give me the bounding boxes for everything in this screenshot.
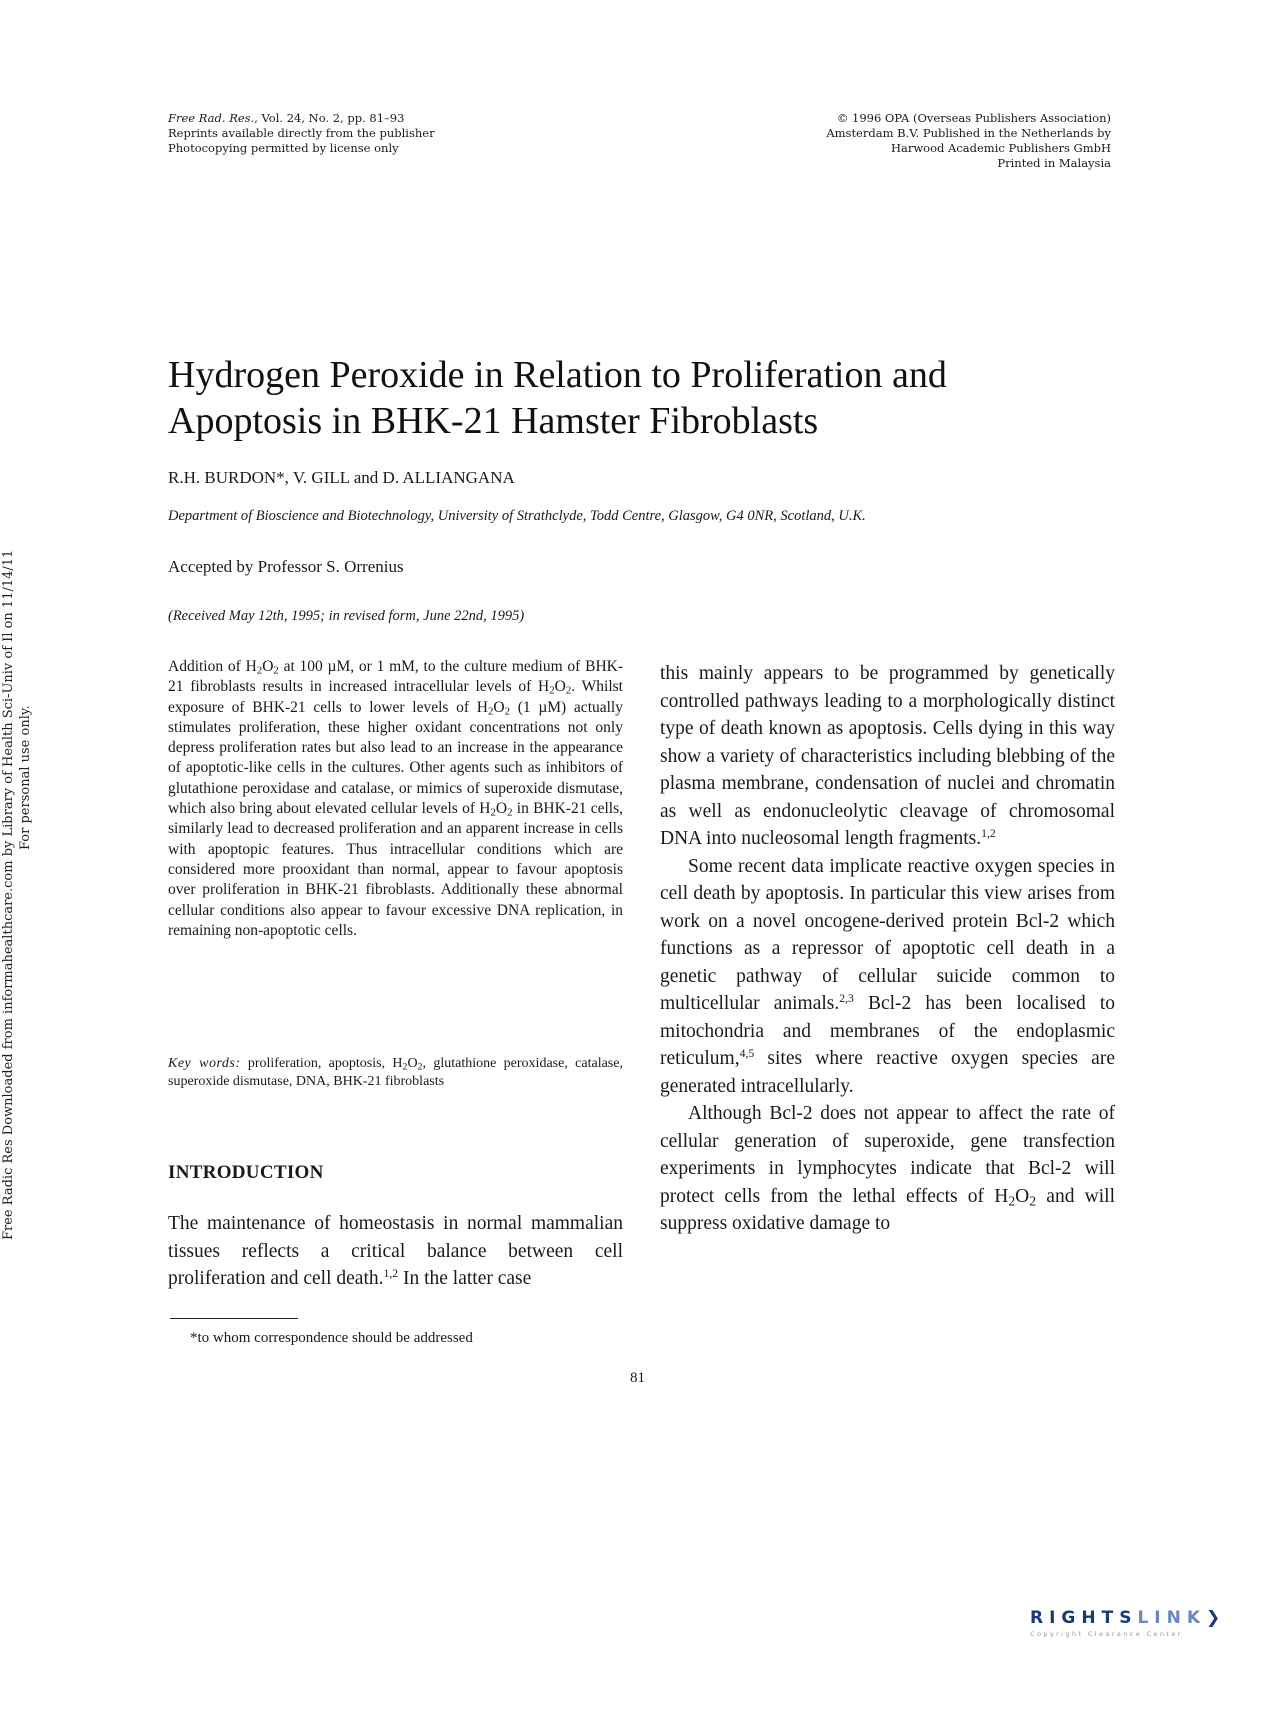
chem-h2o2: $H_2O_2$	[994, 1185, 1037, 1208]
title-line-1: Hydrogen Peroxide in Relation to Proliferation and	[168, 354, 947, 396]
footnote: *to whom correspondence should be addressed	[190, 1330, 473, 1346]
paragraph: Some recent data implicate reactive oxygen species in cell death by apoptosis. In particular this view arises from work on a novel oncogene-derived protein Bcl-2 which functions as a repressor of apoptotic cell death in a genetic pathway of cellular suicide common to multicellular animals.$^{2,3}$ Bcl-2 has been localised to mitochondria and membranes of the endoplasmic reticulum,$^{4,5}$ sites where reactive oxygen species are generated intracellularly.	[660, 855, 1115, 1097]
accepted-by: Accepted by Professor S. Orrenius	[168, 557, 404, 576]
article-title	[168, 352, 1068, 444]
personal-use-line: For personal use only.	[18, 705, 33, 850]
journal-volume: , Vol. 24, No. 2, pp. 81–93	[254, 111, 405, 125]
rightslink-arrow-icon: ❯	[1206, 1608, 1221, 1628]
page-number: 81	[630, 1370, 645, 1386]
download-watermark	[0, 549, 33, 1240]
abstract-text: in BHK-21 cells, similarly lead to decreased proliferation and an apparent increase in cells with apoptopic features. Thus intracellular conditions which are considered more prooxidant than normal, appear to favour apoptosis over proliferation in BHK-21 fibroblasts. Additionally these abnormal cellular conditions also appear to favour excessive DNA replication, in remaining non-apoptotic cells.	[168, 800, 623, 939]
copyright-line: © 1996 OPA (Overseas Publishers Association)	[836, 111, 1111, 125]
abstract-text: (1 µM) actually stimulates proliferation, these higher oxidant concentrations not only depress proliferation rates but also lead to an increase in the appearance of apoptotic-like cells in the cultures. Other agents such as inhibitors of glutathione peroxidase and catalase, or mimics of superoxide dismutase, which also bring about elevated cellular levels of	[168, 698, 623, 818]
section-heading-introduction: INTRODUCTION	[168, 1162, 324, 1183]
journal-name: Free Rad. Res.	[168, 111, 255, 125]
reprints-note: Reprints available directly from the publisher	[168, 126, 435, 140]
abstract	[168, 657, 623, 941]
keywords: Key words: proliferation, apoptosis, $H_2O_2$, glutathione peroxidase, catalase, superoxide dismutase, DNA, BHK-21 fibroblasts	[168, 1056, 623, 1089]
authors: R.H. BURDON*, V. GILL and D. ALLIANGANA	[168, 468, 515, 487]
chem-h2o2: $H_2O_2$	[476, 698, 511, 718]
publisher-line: Amsterdam B.V. Published in the Netherlands by	[826, 126, 1111, 140]
chem-h2o2: $H_2O_2$	[392, 1056, 423, 1073]
abstract-text: Addition of	[168, 658, 246, 675]
chem-h2o2: $H_2O_2$	[538, 678, 572, 697]
affiliation: Department of Bioscience and Biotechnology, University of Strathclyde, Todd Centre, Glasgow, G4 0NR, Scotland, U.K.	[168, 508, 866, 524]
citation: 1,2	[981, 826, 996, 840]
rightslink-logo[interactable]	[1030, 1608, 1220, 1628]
footnote-divider	[170, 1318, 298, 1319]
printed-line: Printed in Malaysia	[997, 156, 1111, 170]
paragraph: this mainly appears to be programmed by genetically controlled pathways leading to a morphologically distinct type of death known as apoptosis. Cells dying in this way show a variety of characteristics including blebbing of the plasma membrane, condensation of nuclei and chromatin as well as endonucleolytic cleavage of chromosomal DNA into nucleosomal length fragments.$^{1,2}$	[660, 663, 1115, 849]
chem-h2o2: $H_2O_2$	[245, 658, 279, 677]
rightslink-part1: RIGHTS	[1030, 1608, 1138, 1628]
photocopying-note: Photocopying permitted by license only	[168, 141, 399, 155]
journal-meta	[168, 111, 435, 156]
download-line: Free Radic Res Downloaded from informahealthcare.com by Library of Health Sci-Univ of Il on 11/14/11	[1, 549, 16, 1240]
abstract-text: at 100 µM, or 1 mM, to the culture medium of BHK-21 fibroblasts results in increased intracellular levels of	[168, 658, 623, 696]
citation: 4,5	[739, 1046, 755, 1060]
chem-h2o2: $H_2O_2$	[479, 800, 513, 819]
introduction-left: The maintenance of homeostasis in normal mammalian tissues reflects a critical balance between cell proliferation and cell death.$^{1,2}$ In the latter case	[168, 1213, 623, 1289]
rightslink-tagline: Copyright Clearance Center	[1030, 1630, 1183, 1638]
rightslink-part2: LINK	[1137, 1608, 1206, 1628]
publisher-meta	[826, 111, 1111, 171]
title-line-2: Apoptosis in BHK-21 Hamster Fibroblasts	[168, 400, 819, 442]
introduction-right	[660, 660, 1115, 1238]
citation: 2,3	[839, 991, 854, 1005]
paragraph: Although Bcl-2 does not appear to affect the rate of cellular generation of superoxide, gene transfection experiments in lymphocytes indicate that Bcl-2 will protect cells from the lethal effects of $H_2O_2$ and will suppress oxidative damage to	[660, 1103, 1116, 1234]
received-dates: (Received May 12th, 1995; in revised form, June 22nd, 1995)	[168, 608, 525, 624]
abstract-text: . Whilst exposure of BHK-21 cells to lower levels of	[168, 678, 623, 716]
keywords-label: Key words:	[168, 1056, 241, 1071]
citation: 1,2	[383, 1266, 399, 1280]
publisher-name: Harwood Academic Publishers GmbH	[890, 141, 1111, 155]
